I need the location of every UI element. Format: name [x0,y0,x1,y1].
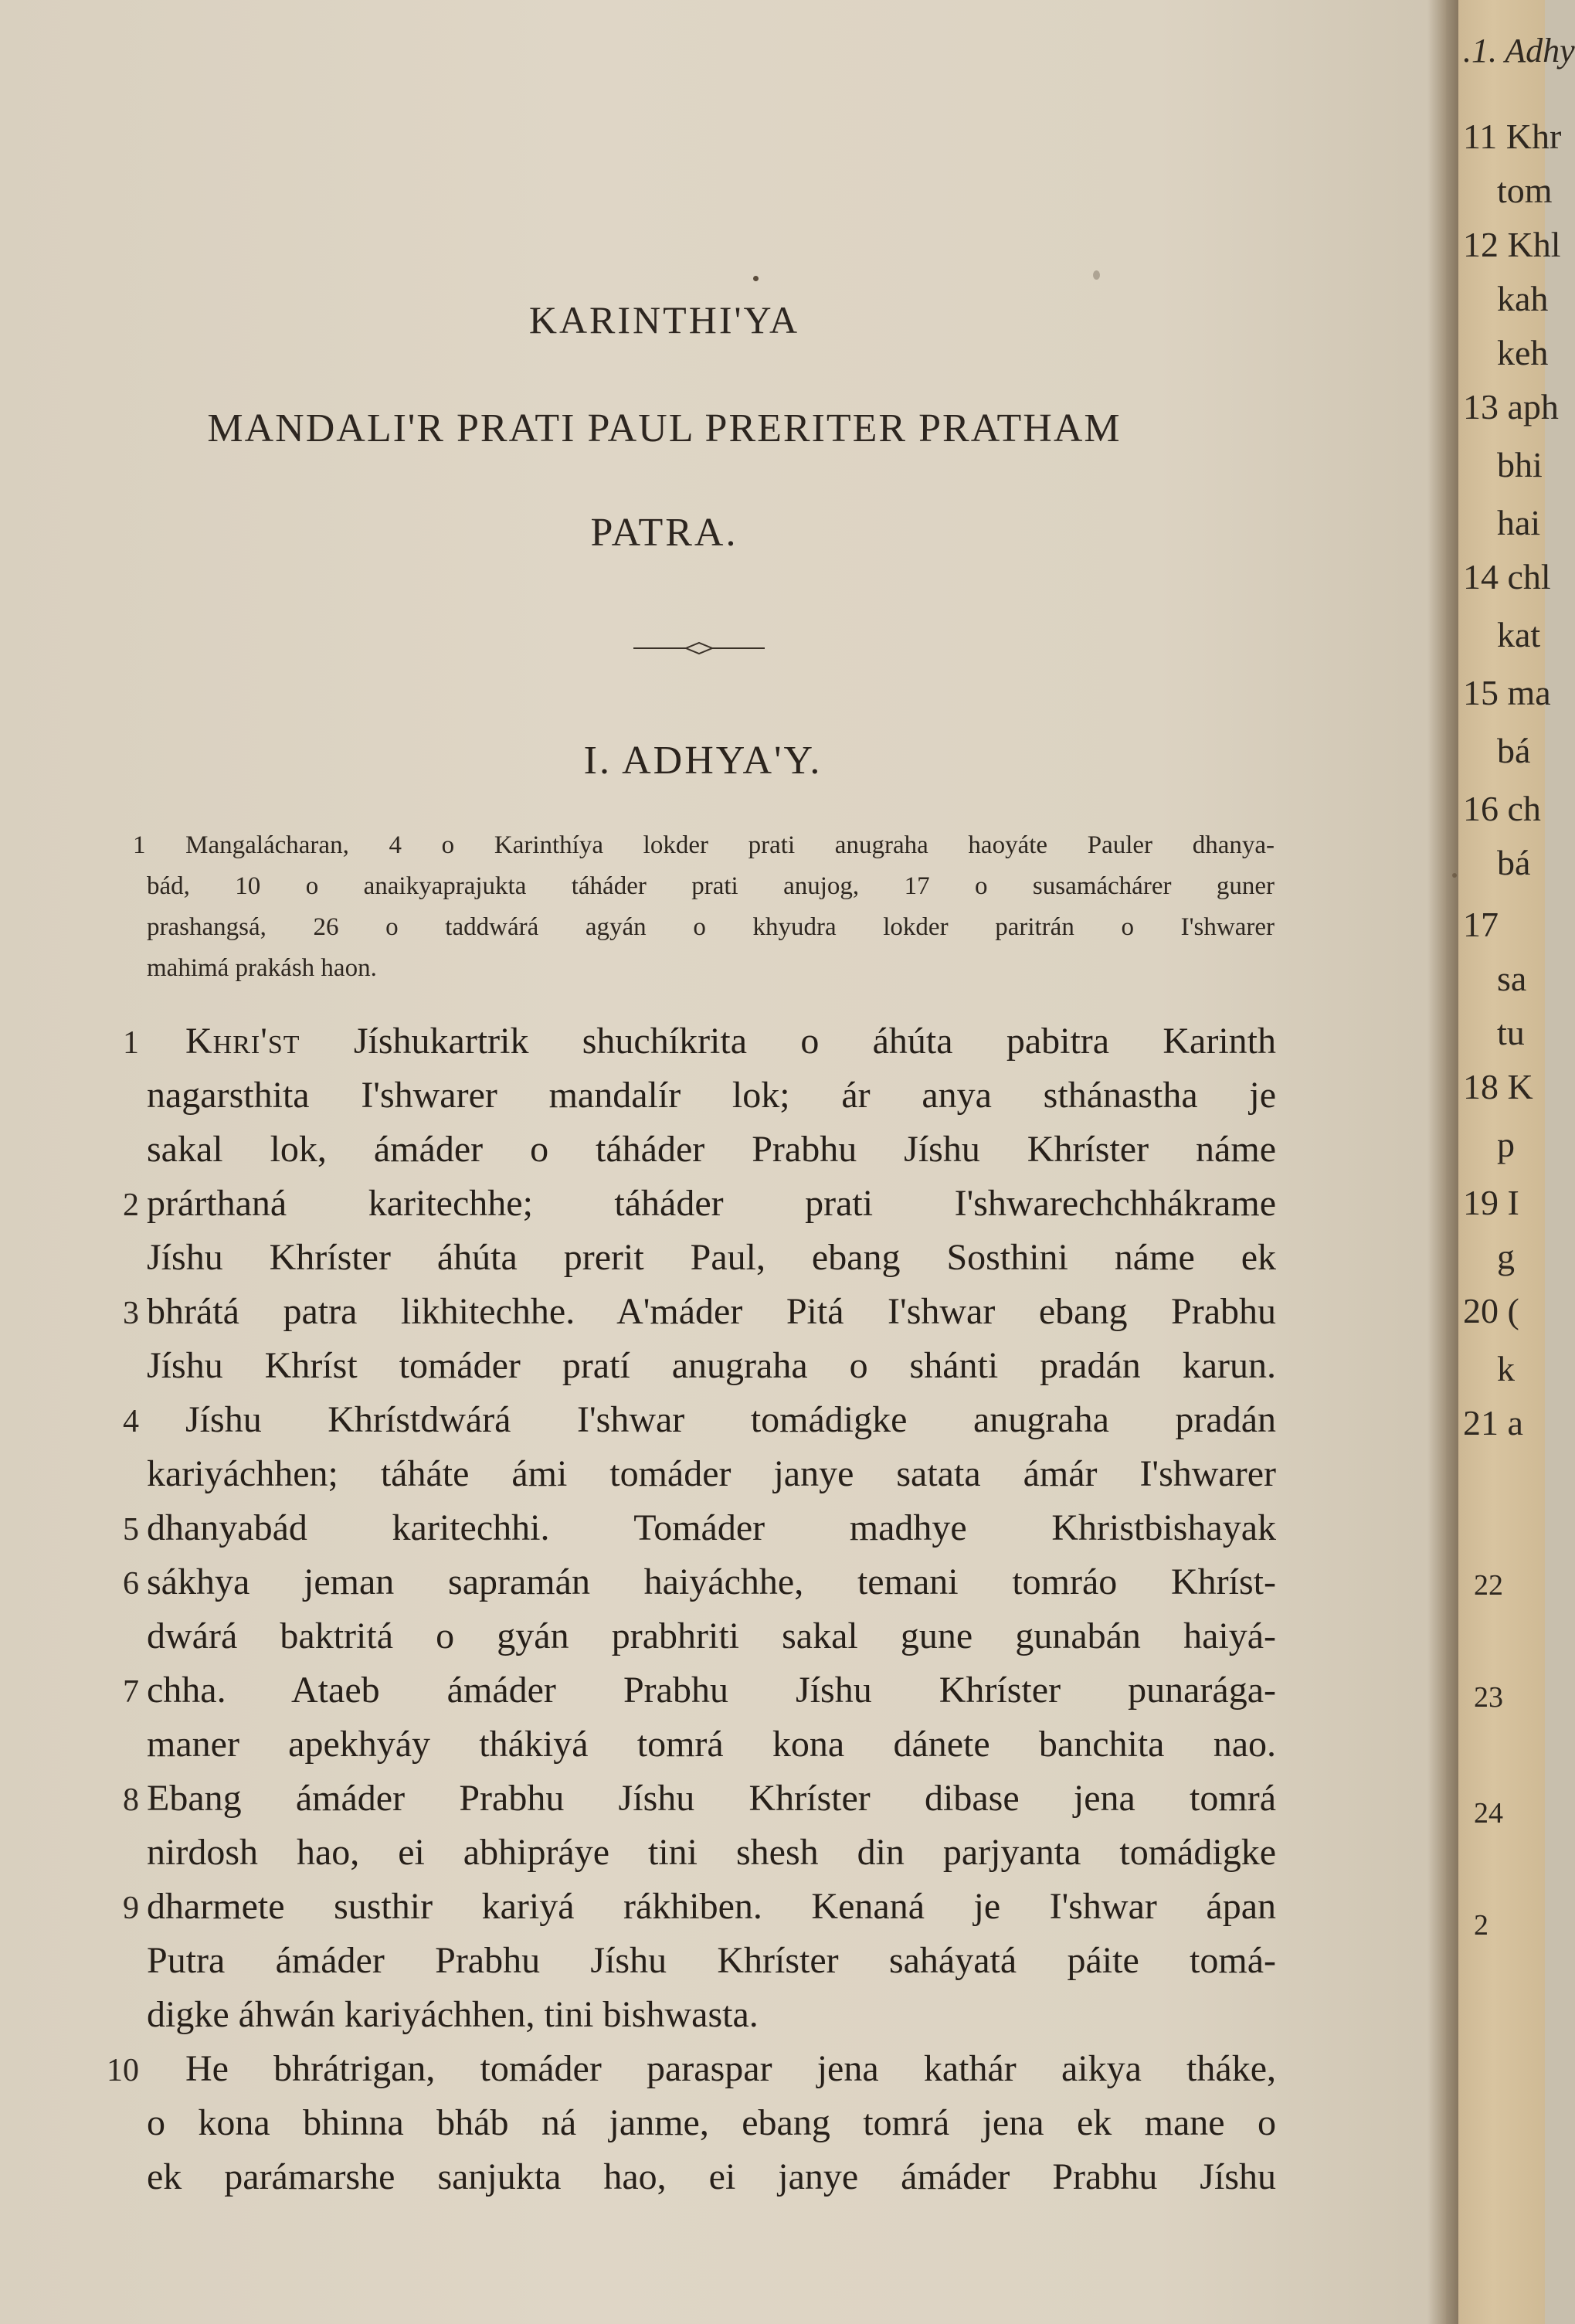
book-gutter-shadow [1427,0,1458,2324]
body-line: dhanyabád karitechhi. Tomáder madhye Khristbishayak [147,1507,1276,1548]
chapter-heading: I. ADHYA'Y. [583,739,823,783]
next-page-fragment: p [1497,1125,1515,1164]
chapter-summary [133,825,1275,989]
next-page-fragment: tom [1497,171,1553,210]
verse-number: 1 [123,1025,139,1061]
ink-speck [753,276,759,281]
next-page-fragment: 11 Khr [1463,117,1562,156]
next-page-fragment: kah [1497,279,1549,318]
opening-word: Khri'st [185,1021,300,1062]
next-page-fragment: 23 [1474,1681,1503,1714]
summary-line: bád, 10 o anaikyaprajukta táháder prati anujog, 17 o susamáchárer guner [147,872,1275,900]
next-page-fragment: bá [1497,843,1531,882]
verse-number: 5 [123,1512,139,1548]
next-page-fragment: 13 aph [1463,387,1559,426]
body-line: Ebang ámáder Prabhu Jíshu Khríster dibase jena tomrá [147,1778,1276,1819]
summary-line: prashangsá, 26 o taddwárá agyán o khyudra lokder paritrán o I'shwarer [147,913,1275,941]
body-line: nagarsthita I'shwarer mandalír lok; ár anya sthánastha je [147,1075,1276,1116]
adjacent-page-edge [1458,0,1575,2324]
next-page-fragment: 17 [1463,905,1499,944]
body-line [185,1020,1276,1074]
body-line: prárthaná karitechhe; táháder prati I'shwarechchhákrame [147,1183,1276,1224]
next-page-fragment: 18 K [1463,1067,1533,1106]
ink-speck [1093,270,1100,280]
next-page-fragment: 19 I [1463,1183,1519,1222]
body-line: He bhrátrigan, tomáder paraspar jena kathár aikya tháke, [185,2048,1276,2089]
summary-line: 1 Mangalácharan, 4 o Karinthíya lokder prati anugraha haoyáte Pauler dhanya- [133,831,1275,859]
body-line: kariyáchhen; táháte ámi tomáder janye satata ámár I'shwarer [147,1453,1276,1494]
verse-number: 7 [123,1674,139,1710]
next-page-fragment: 21 a [1463,1403,1523,1442]
next-page-fragment: 15 ma [1463,673,1551,712]
body-line: Jíshu Khrístdwárá I'shwar tomádigke anugraha pradán [185,1399,1276,1440]
next-page-fragment: k [1497,1349,1515,1388]
title-line-1: KARINTHI'YA [528,298,800,341]
body-line: sakal lok, ámáder o táháder Prabhu Jíshu Khríster náme [147,1129,1276,1170]
body-line: chha. Ataeb ámáder Prabhu Jíshu Khríster punarága- [147,1670,1276,1711]
body-line: dharmete susthir kariyá rákhiben. Kenaná je I'shwar ápan [147,1886,1276,1927]
verse-number: 6 [123,1566,139,1602]
next-page-fragment: kat [1497,615,1541,654]
next-page-fragment: sa [1497,959,1527,998]
next-page-fragment: 22 [1474,1569,1503,1602]
body-line: nirdosh hao, ei abhipráye tini shesh din parjyanta tomádigke [147,1832,1276,1873]
verse-number: 10 [107,2053,139,2088]
verse-number: 9 [123,1891,139,1926]
body-line: o kona bhinna bháb ná janme, ebang tomrá jena ek mane o [147,2102,1276,2143]
verse-number: 4 [123,1404,139,1439]
title-line-2: MANDALI'R PRATI PAUL PRERITER PRATHAM [207,406,1122,450]
next-page-fragment: 12 Khl [1463,225,1561,264]
next-page-fragment: keh [1497,333,1549,372]
summary-line: mahimá prakásh haon. [147,954,377,982]
next-page-fragment: .1. Adhy [1463,32,1575,70]
divider-ornament-icon [633,638,765,658]
body-line: Jíshu Khríst tomáder pratí anugraha o shánti pradán karun. [147,1345,1276,1386]
body-line: maner apekhyáy thákiyá tomrá kona dánete banchita nao. [147,1724,1276,1765]
next-page-fragment: 14 chl [1463,557,1551,596]
body-line: Putra ámáder Prabhu Jíshu Khríster saháyatá páite tomá- [147,1940,1276,1981]
next-page-fragment: tu [1497,1013,1525,1052]
body-line: digke áhwán kariyáchhen, tini bishwasta. [147,1994,759,2035]
title-line-3: PATRA. [590,511,738,555]
body-line: bhrátá patra likhitechhe. A'máder Pitá I'shwar ebang Prabhu [147,1291,1276,1332]
next-page-fragment: bhi [1497,445,1543,484]
next-page-fragment: bá [1497,731,1531,770]
verse-number: 8 [123,1782,139,1818]
next-page-fragment: 2 [1474,1909,1488,1942]
body-line: Jíshu Khríster áhúta prerit Paul, ebang Sosthini náme ek [147,1237,1276,1278]
body-text: Jíshukartrik shuchíkrita o áhúta pabitra Karinth [300,1021,1276,1062]
body-line: sákhya jeman sapramán haiyáchhe, temani tomráo Khríst- [147,1561,1276,1602]
next-page-fragment: g [1497,1237,1515,1276]
next-page-fragment: hai [1497,503,1541,542]
verse-number: 3 [123,1296,139,1331]
next-page-fragment: 20 ( [1463,1291,1519,1330]
body-line: ek parámarshe sanjukta hao, ei janye ámáder Prabhu Jíshu [147,2156,1276,2197]
body-line: dwárá baktritá o gyán prabhriti sakal gune gunabán haiyá- [147,1616,1276,1656]
verse-number: 2 [123,1187,139,1223]
next-page-fragment: 24 [1474,1797,1503,1830]
next-page-fragment: 16 ch [1463,789,1541,828]
